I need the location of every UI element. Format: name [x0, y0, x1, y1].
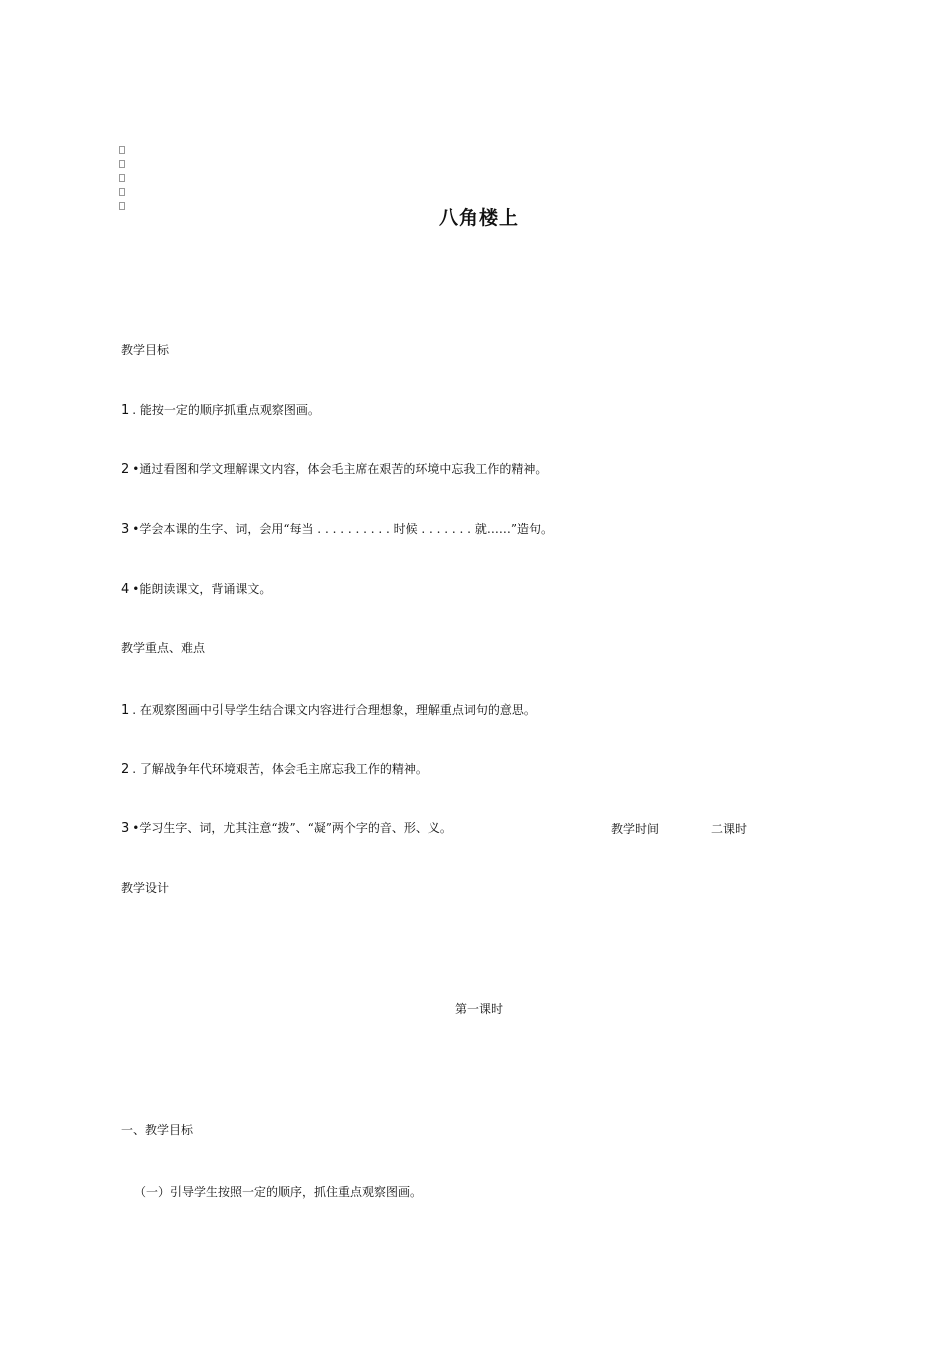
- objective-item: [121, 580, 271, 597]
- objective-item: [121, 401, 320, 418]
- item-text: •通过看图和学文理解课文内容，体会毛主席在艰苦的环境中忘我工作的精神。: [132, 462, 548, 476]
- objective-item: [121, 460, 547, 477]
- objective-item: [121, 520, 553, 537]
- item-number: 4: [121, 582, 130, 597]
- lesson-section-heading: 一、教学目标: [121, 1123, 194, 1137]
- item-text: . 了解战争年代环境艰苦，体会毛主席忘我工作的精神。: [132, 762, 428, 776]
- key-point-item: [121, 701, 536, 718]
- box-mark-1: [119, 146, 125, 154]
- objectives-heading: 教学目标: [121, 343, 170, 357]
- item-text: . 能按一定的顺序抓重点观察图画。: [132, 403, 320, 417]
- item-number: 3: [121, 522, 130, 537]
- box-mark-2: [119, 160, 125, 168]
- box-mark-4: [119, 188, 125, 196]
- lesson-item: （一）引导学生按照一定的顺序，抓住重点观察图画。: [134, 1185, 423, 1199]
- box-mark-3: [119, 174, 125, 182]
- item-text: •能朗读课文，背诵课文。: [132, 582, 272, 596]
- key-point-item: [121, 819, 452, 836]
- item-number: 3: [121, 821, 130, 836]
- lesson-heading: 第一课时: [454, 1002, 503, 1016]
- item-number: 2: [121, 762, 130, 777]
- item-text: . 在观察图画中引导学生结合课文内容进行合理想象，理解重点词句的意思。: [132, 703, 536, 717]
- item-text: •学习生字、词，尤其注意“拨”、“凝”两个字的音、形、义。: [132, 821, 452, 835]
- key-point-item: [121, 760, 428, 777]
- item-number: 2: [121, 462, 130, 477]
- item-text: •学会本课的生字、词，会用“每当 . . . . . . . . . . 时候 . . . . . . . 就……”造句。: [132, 522, 553, 536]
- page-title: 八角楼上: [438, 207, 519, 229]
- key-points-heading: 教学重点、难点: [121, 641, 206, 655]
- design-heading: 教学设计: [121, 881, 170, 895]
- item-number: 1: [121, 703, 130, 718]
- teaching-time-value: 二课时: [711, 822, 748, 836]
- teaching-time-label: 教学时间: [611, 822, 660, 836]
- item-number: 1: [121, 403, 130, 418]
